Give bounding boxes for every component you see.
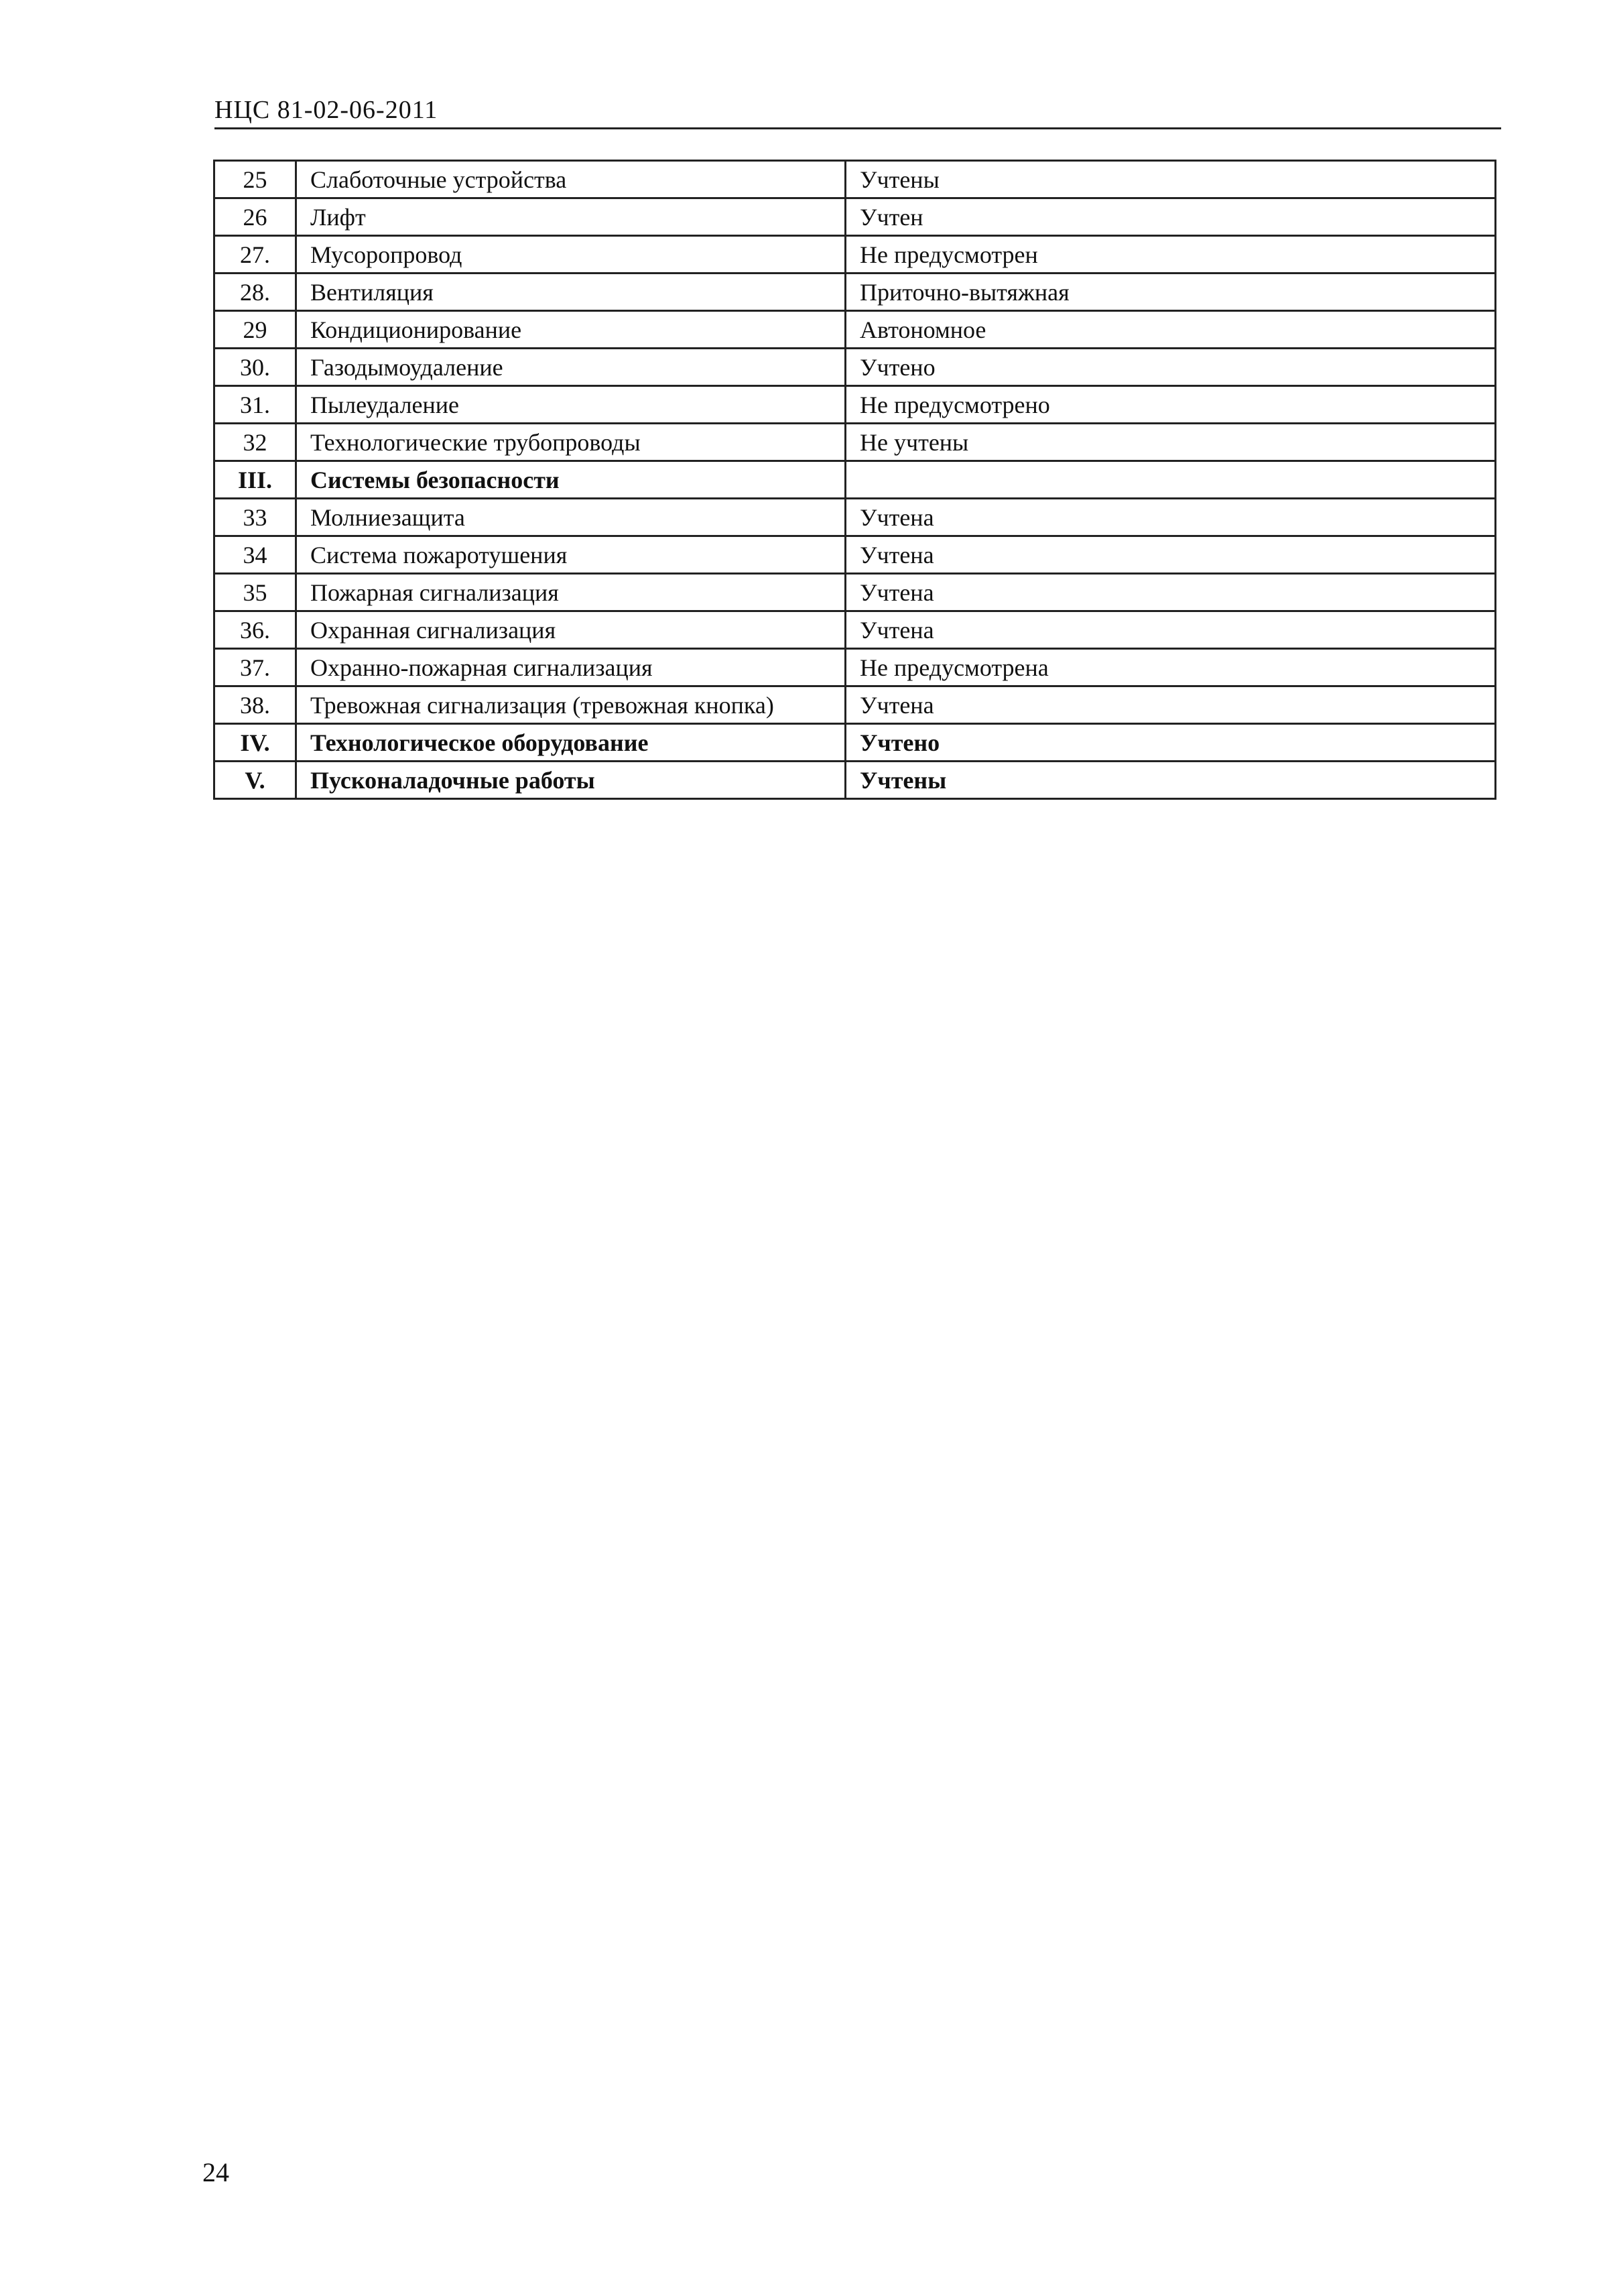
row-number-cell: 34 [214,536,296,574]
row-value-cell: Учтена [846,574,1496,611]
table-row [214,724,1496,762]
table-row [214,536,1496,574]
row-number-cell: 33 [214,499,296,536]
row-number-cell: 30. [214,349,296,386]
row-value-cell: Учтена [846,611,1496,649]
row-value-cell: Не учтены [846,424,1496,461]
row-number-cell: 28. [214,274,296,311]
row-number-cell: 31. [214,386,296,424]
row-value-cell: Не предусмотрена [846,649,1496,686]
row-name-cell: Системы безопасности [296,461,846,499]
row-number-cell: 37. [214,649,296,686]
row-name-cell: Кондиционирование [296,311,846,349]
row-name-cell: Охранная сигнализация [296,611,846,649]
row-value-cell: Учтена [846,686,1496,724]
row-value-cell: Учтены [846,161,1496,198]
row-number-cell: 38. [214,686,296,724]
row-name-cell: Мусоропровод [296,236,846,274]
specification-table [213,160,1496,800]
row-name-cell: Пусконаладочные работы [296,762,846,799]
row-value-cell: Учтен [846,198,1496,236]
row-number-cell: 25 [214,161,296,198]
table-row [214,349,1496,386]
row-value-cell: Учтена [846,499,1496,536]
table-row [214,611,1496,649]
table-row [214,274,1496,311]
document-code: НЦС 81-02-06-2011 [214,96,438,124]
row-name-cell: Пожарная сигнализация [296,574,846,611]
table-row [214,386,1496,424]
row-name-cell: Тревожная сигнализация (тревожная кнопка) [296,686,846,724]
row-name-cell: Газодымоудаление [296,349,846,386]
row-value-cell [846,461,1496,499]
row-name-cell: Слаботочные устройства [296,161,846,198]
row-name-cell: Молниезащита [296,499,846,536]
row-name-cell: Лифт [296,198,846,236]
row-value-cell: Учтена [846,536,1496,574]
row-name-cell: Вентиляция [296,274,846,311]
table-row [214,686,1496,724]
row-value-cell: Не предусмотрен [846,236,1496,274]
table-row [214,762,1496,799]
row-name-cell: Технологические трубопроводы [296,424,846,461]
row-number-cell: III. [214,461,296,499]
table-row [214,311,1496,349]
table-row [214,161,1496,198]
row-number-cell: 27. [214,236,296,274]
row-value-cell: Приточно-вытяжная [846,274,1496,311]
row-value-cell: Автономное [846,311,1496,349]
row-number-cell: 35 [214,574,296,611]
row-number-cell: 29 [214,311,296,349]
row-value-cell: Учтено [846,349,1496,386]
row-value-cell: Учтено [846,724,1496,762]
table-row [214,461,1496,499]
page-number: 24 [202,2157,229,2187]
table-row [214,574,1496,611]
row-name-cell: Пылеудаление [296,386,846,424]
row-number-cell: 36. [214,611,296,649]
row-name-cell: Технологическое оборудование [296,724,846,762]
row-number-cell: 32 [214,424,296,461]
row-number-cell: 26 [214,198,296,236]
table-row [214,424,1496,461]
table-row [214,499,1496,536]
table-row [214,649,1496,686]
row-number-cell: V. [214,762,296,799]
row-name-cell: Система пожаротушения [296,536,846,574]
table-row [214,198,1496,236]
row-number-cell: IV. [214,724,296,762]
row-name-cell: Охранно-пожарная сигнализация [296,649,846,686]
row-value-cell: Учтены [846,762,1496,799]
table-row [214,236,1496,274]
row-value-cell: Не предусмотрено [846,386,1496,424]
page-header [214,93,1501,129]
